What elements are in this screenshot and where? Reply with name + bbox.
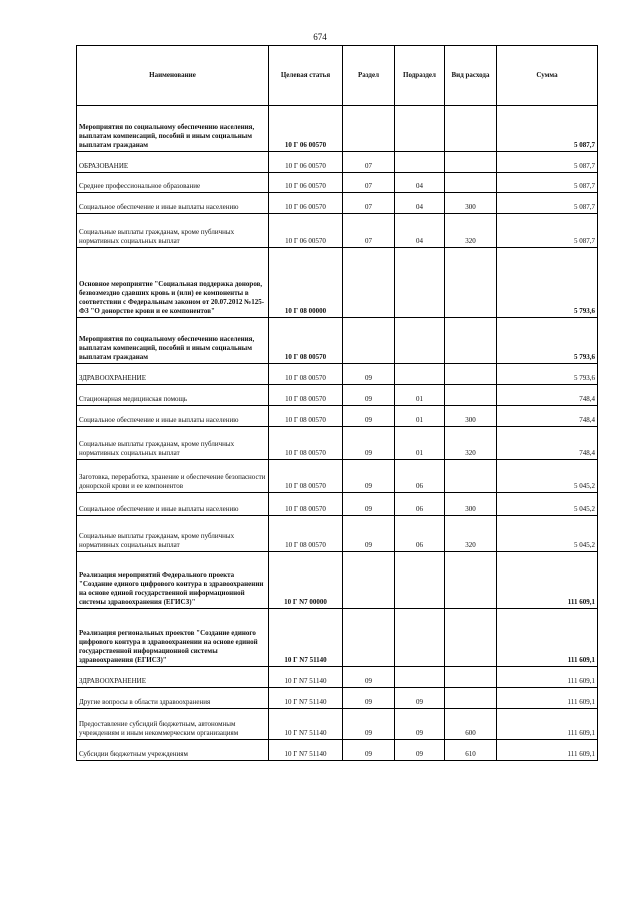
row-sum: 5 793,6: [497, 248, 598, 318]
row-subsection: 04: [395, 193, 445, 214]
row-expense-type: [445, 106, 497, 152]
table-row: [77, 152, 598, 173]
row-target-article: 10 Г 08 00570: [269, 516, 343, 552]
row-subsection: [395, 364, 445, 385]
row-name: Основное мероприятие "Социальная поддержка доноров, безвозмездно сдавших кровь и (или) ее компоненты в соответствии с Федеральным законом от 20.07.2012 №125-ФЗ "О донорстве крови и ее компонентов": [77, 248, 269, 318]
row-subsection: 01: [395, 385, 445, 406]
row-target-article: 10 Г 06 00570: [269, 106, 343, 152]
row-subsection: [395, 609, 445, 667]
table-row: [77, 106, 598, 152]
row-section: [343, 248, 395, 318]
row-section: 09: [343, 364, 395, 385]
table-row: [77, 364, 598, 385]
row-expense-type: [445, 364, 497, 385]
table-row: [77, 318, 598, 364]
row-expense-type: [445, 667, 497, 688]
row-sum: 111 609,1: [497, 552, 598, 609]
row-target-article: 10 Г 08 00570: [269, 364, 343, 385]
table-row: [77, 688, 598, 709]
row-expense-type: 300: [445, 193, 497, 214]
row-subsection: 04: [395, 173, 445, 193]
row-sum: 748,4: [497, 385, 598, 406]
table-row: [77, 214, 598, 248]
row-section: [343, 552, 395, 609]
row-section: 09: [343, 460, 395, 493]
row-name: ЗДРАВООХРАНЕНИЕ: [77, 667, 269, 688]
row-sum: 5 087,7: [497, 152, 598, 173]
row-sum: 748,4: [497, 406, 598, 427]
row-name: Среднее профессиональное образование: [77, 173, 269, 193]
table-row: [77, 460, 598, 493]
column-header-subsection: Подраздел: [395, 46, 445, 106]
row-subsection: 01: [395, 427, 445, 460]
row-section: 09: [343, 385, 395, 406]
row-name: Социальное обеспечение и иные выплаты населению: [77, 193, 269, 214]
table-row: [77, 406, 598, 427]
row-subsection: [395, 318, 445, 364]
row-sum: 111 609,1: [497, 609, 598, 667]
row-name: ОБРАЗОВАНИЕ: [77, 152, 269, 173]
row-target-article: 10 Г N7 51140: [269, 688, 343, 709]
row-subsection: 06: [395, 516, 445, 552]
row-section: 09: [343, 740, 395, 761]
row-expense-type: [445, 688, 497, 709]
table-header-row: [77, 46, 598, 106]
row-target-article: 10 Г 08 00570: [269, 427, 343, 460]
column-header-name: Наименование: [77, 46, 269, 106]
row-sum: 5 793,6: [497, 364, 598, 385]
row-name: Субсидии бюджетным учреждениям: [77, 740, 269, 761]
row-expense-type: 300: [445, 493, 497, 516]
row-section: 07: [343, 173, 395, 193]
row-sum: 5 087,7: [497, 106, 598, 152]
row-sum: 5 087,7: [497, 214, 598, 248]
row-section: 07: [343, 214, 395, 248]
row-sum: 5 045,2: [497, 460, 598, 493]
row-expense-type: [445, 385, 497, 406]
budget-table: [76, 45, 598, 761]
column-header-target-article: Целевая статья: [269, 46, 343, 106]
page-number: 674: [313, 32, 327, 42]
row-name: Социальное обеспечение и иные выплаты населению: [77, 493, 269, 516]
row-name: Социальные выплаты гражданам, кроме публичных нормативных социальных выплат: [77, 516, 269, 552]
row-sum: 5 087,7: [497, 173, 598, 193]
row-target-article: 10 Г 06 00570: [269, 173, 343, 193]
row-subsection: [395, 248, 445, 318]
table-row: [77, 552, 598, 609]
table-row: [77, 740, 598, 761]
row-target-article: 10 Г 08 00570: [269, 318, 343, 364]
row-expense-type: [445, 248, 497, 318]
row-name: Социальные выплаты гражданам, кроме публичных нормативных социальных выплат: [77, 214, 269, 248]
row-target-article: 10 Г 08 00570: [269, 460, 343, 493]
row-subsection: 09: [395, 688, 445, 709]
table-row: [77, 609, 598, 667]
row-target-article: 10 Г 08 00570: [269, 385, 343, 406]
row-expense-type: 300: [445, 406, 497, 427]
row-sum: 111 609,1: [497, 740, 598, 761]
row-section: 09: [343, 406, 395, 427]
column-header-sum: Сумма: [497, 46, 598, 106]
row-expense-type: [445, 152, 497, 173]
table-row: [77, 709, 598, 740]
row-name: Социальное обеспечение и иные выплаты населению: [77, 406, 269, 427]
row-section: [343, 318, 395, 364]
row-name: Реализация региональных проектов "Создание единого цифрового контура в здравоохранении на основе единой государственной информационной системы здравоохранения (ЕГИСЗ)": [77, 609, 269, 667]
row-section: 07: [343, 152, 395, 173]
row-target-article: 10 Г 08 00570: [269, 406, 343, 427]
row-subsection: 06: [395, 460, 445, 493]
row-sum: 111 609,1: [497, 667, 598, 688]
row-section: 09: [343, 427, 395, 460]
row-target-article: 10 Г 08 00570: [269, 493, 343, 516]
row-section: 09: [343, 709, 395, 740]
row-target-article: 10 Г 06 00570: [269, 214, 343, 248]
table-row: [77, 193, 598, 214]
row-name: Заготовка, переработка, хранение и обеспечение безопасности донорской крови и ее компонентов: [77, 460, 269, 493]
row-target-article: 10 Г 06 00570: [269, 193, 343, 214]
row-expense-type: 610: [445, 740, 497, 761]
row-section: 09: [343, 493, 395, 516]
row-sum: 111 609,1: [497, 709, 598, 740]
row-name: ЗДРАВООХРАНЕНИЕ: [77, 364, 269, 385]
row-section: 07: [343, 193, 395, 214]
row-target-article: 10 Г N7 51140: [269, 709, 343, 740]
row-name: Другие вопросы в области здравоохранения: [77, 688, 269, 709]
row-expense-type: 320: [445, 427, 497, 460]
row-subsection: 04: [395, 214, 445, 248]
table-row: [77, 667, 598, 688]
row-subsection: 06: [395, 493, 445, 516]
row-sum: 5 793,6: [497, 318, 598, 364]
row-subsection: 01: [395, 406, 445, 427]
row-name: Предоставление субсидий бюджетным, автономным учреждениям и иным некоммерческим организациям: [77, 709, 269, 740]
table-row: [77, 248, 598, 318]
row-name: Мероприятия по социальному обеспечению населения, выплатам компенсаций, пособий и иным социальным выплатам гражданам: [77, 106, 269, 152]
row-sum: 5 045,2: [497, 493, 598, 516]
row-sum: 5 045,2: [497, 516, 598, 552]
row-target-article: 10 Г 06 00570: [269, 152, 343, 173]
row-subsection: [395, 106, 445, 152]
table-body: [77, 106, 598, 761]
row-target-article: 10 Г N7 51140: [269, 740, 343, 761]
row-subsection: 09: [395, 740, 445, 761]
row-subsection: [395, 667, 445, 688]
row-section: 09: [343, 688, 395, 709]
row-sum: 748,4: [497, 427, 598, 460]
row-subsection: [395, 552, 445, 609]
row-expense-type: 320: [445, 516, 497, 552]
row-target-article: 10 Г N7 51140: [269, 609, 343, 667]
row-name: Социальные выплаты гражданам, кроме публичных нормативных социальных выплат: [77, 427, 269, 460]
row-subsection: [395, 152, 445, 173]
row-expense-type: [445, 318, 497, 364]
table-row: [77, 385, 598, 406]
row-subsection: 09: [395, 709, 445, 740]
row-expense-type: 320: [445, 214, 497, 248]
row-target-article: 10 Г N7 51140: [269, 667, 343, 688]
row-expense-type: 600: [445, 709, 497, 740]
table-row: [77, 516, 598, 552]
row-name: Стационарная медицинская помощь: [77, 385, 269, 406]
row-target-article: 10 Г N7 00000: [269, 552, 343, 609]
row-section: 09: [343, 516, 395, 552]
row-sum: 111 609,1: [497, 688, 598, 709]
row-name: Реализация мероприятий Федерального проекта "Создание единого цифрового контура в здравоохранении на основе единой государственной информационной системы здравоохранения (ЕГИСЗ)": [77, 552, 269, 609]
row-expense-type: [445, 552, 497, 609]
column-header-section: Раздел: [343, 46, 395, 106]
table-row: [77, 427, 598, 460]
row-section: 09: [343, 667, 395, 688]
column-header-expense-type: Вид расхода: [445, 46, 497, 106]
row-name: Мероприятия по социальному обеспечению населения, выплатам компенсаций, пособий и иным социальным выплатам гражданам: [77, 318, 269, 364]
row-section: [343, 609, 395, 667]
row-section: [343, 106, 395, 152]
table-row: [77, 173, 598, 193]
row-expense-type: [445, 173, 497, 193]
row-target-article: 10 Г 08 00000: [269, 248, 343, 318]
row-sum: 5 087,7: [497, 193, 598, 214]
table-row: [77, 493, 598, 516]
row-expense-type: [445, 460, 497, 493]
row-expense-type: [445, 609, 497, 667]
